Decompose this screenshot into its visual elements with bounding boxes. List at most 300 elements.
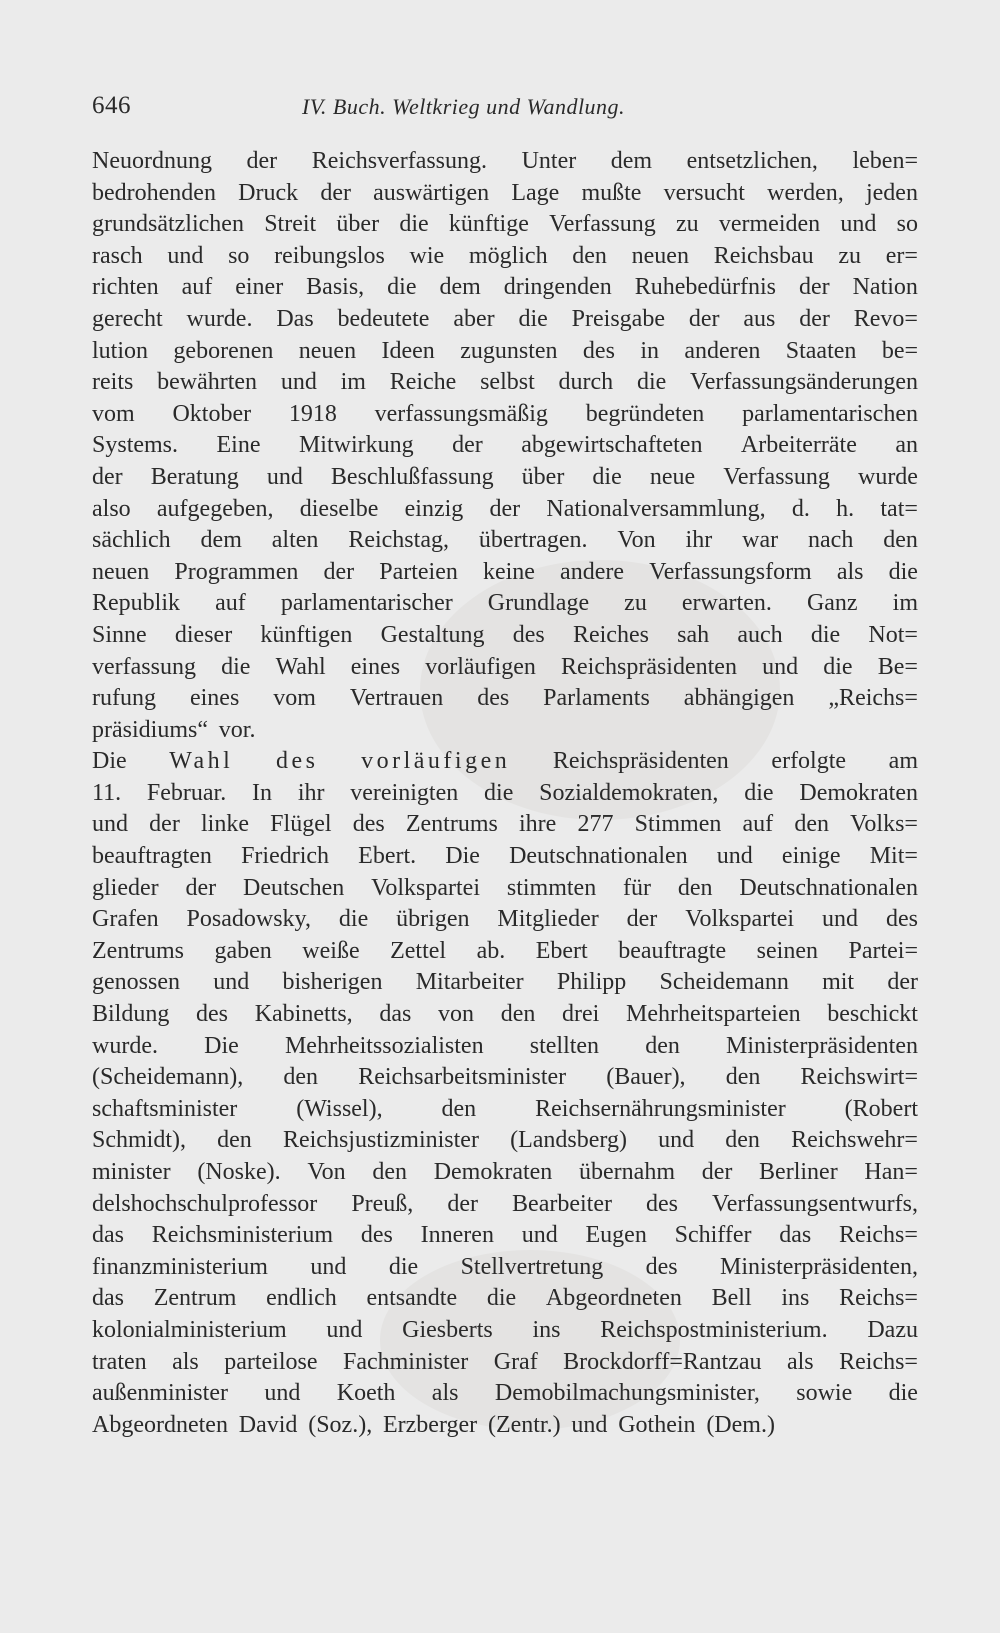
word: den bbox=[794, 811, 829, 838]
word: Revo= bbox=[853, 305, 918, 332]
word: übernahm bbox=[579, 1159, 675, 1185]
word: sächlich bbox=[92, 527, 171, 554]
word: Stimmen bbox=[634, 811, 722, 838]
word: den bbox=[572, 242, 607, 269]
text-line bbox=[92, 1220, 918, 1252]
word: nach bbox=[808, 527, 854, 554]
text-line bbox=[92, 588, 918, 620]
text-line bbox=[92, 304, 918, 336]
word: Deutschen bbox=[242, 874, 345, 901]
word: Ideen bbox=[381, 337, 435, 364]
word: der bbox=[798, 274, 830, 301]
word: lution bbox=[92, 337, 149, 364]
word: Ministerpräsidenten, bbox=[720, 1253, 918, 1280]
word: (Noske). bbox=[197, 1159, 281, 1185]
word: (Soz.), bbox=[308, 1411, 373, 1438]
word: entsandte bbox=[366, 1285, 458, 1312]
word: mußte bbox=[581, 179, 642, 206]
word: das bbox=[379, 1001, 412, 1028]
text-line bbox=[92, 462, 918, 494]
word: im bbox=[892, 590, 918, 617]
word: der bbox=[92, 463, 123, 490]
word: Reichstag, bbox=[348, 527, 449, 554]
word: vorläufigen bbox=[361, 748, 511, 775]
word: versucht bbox=[663, 179, 745, 206]
word: Die bbox=[445, 843, 480, 870]
word: das bbox=[92, 1285, 124, 1312]
word: Reichswehr= bbox=[791, 1127, 918, 1154]
word: Zettel bbox=[390, 937, 447, 964]
word: dringenden bbox=[503, 274, 612, 301]
text-line bbox=[92, 1189, 918, 1221]
word: Von bbox=[307, 1159, 346, 1185]
word: einer bbox=[235, 274, 284, 301]
word: Posadowsky, bbox=[186, 906, 311, 933]
word: bedrohenden bbox=[92, 179, 216, 206]
word: Erzberger bbox=[382, 1411, 478, 1438]
word: Sinne bbox=[92, 621, 147, 648]
word: (Landsberg) bbox=[510, 1127, 627, 1154]
word: Koeth bbox=[336, 1380, 396, 1407]
word: Lage bbox=[511, 179, 560, 206]
word: Reichs= bbox=[839, 1285, 918, 1312]
word: Ebert. bbox=[358, 843, 417, 870]
word: vom bbox=[273, 685, 316, 712]
word: der bbox=[701, 1159, 733, 1185]
text-line bbox=[92, 715, 918, 747]
word: Brockdorff=Rantzau bbox=[563, 1348, 762, 1375]
text-line bbox=[92, 146, 918, 178]
word: Preisgabe bbox=[571, 305, 665, 332]
word: weiße bbox=[302, 937, 360, 964]
word: aufgegeben, bbox=[156, 495, 274, 522]
word: des bbox=[275, 748, 319, 775]
word: die bbox=[221, 653, 251, 680]
word: der bbox=[447, 1190, 478, 1217]
word: mit bbox=[822, 969, 855, 996]
word: Stellvertretung bbox=[460, 1253, 604, 1280]
word: wurde bbox=[857, 463, 918, 490]
word: an bbox=[895, 432, 918, 459]
word: (Wissel), bbox=[296, 1095, 383, 1122]
word: Mitwirkung bbox=[298, 432, 414, 459]
word: die bbox=[744, 779, 774, 806]
word: Scheidemann bbox=[659, 969, 789, 996]
word: Parteien bbox=[379, 558, 458, 585]
text-line bbox=[92, 999, 918, 1031]
word: auf bbox=[181, 274, 213, 301]
word: als bbox=[836, 558, 864, 585]
word: schaftsminister bbox=[92, 1095, 238, 1122]
word: 277 bbox=[577, 811, 614, 838]
word: Vertrauen bbox=[349, 685, 444, 712]
text-line bbox=[92, 620, 918, 652]
word: der bbox=[887, 969, 918, 996]
word: neue bbox=[649, 463, 696, 490]
word: vor. bbox=[218, 716, 256, 743]
word: Philipp bbox=[556, 969, 627, 996]
word: werden, bbox=[767, 179, 844, 206]
word: Ministerpräsidenten bbox=[726, 1032, 918, 1059]
word: Mehrheitssozialisten bbox=[284, 1032, 484, 1059]
word: am bbox=[888, 748, 918, 775]
word: die bbox=[484, 779, 514, 806]
text-line bbox=[92, 873, 918, 905]
word: Ganz bbox=[806, 590, 858, 617]
word: und bbox=[280, 369, 317, 396]
word: über bbox=[521, 463, 565, 490]
text-line bbox=[92, 1094, 918, 1126]
word: neuen bbox=[631, 242, 689, 269]
word: genossen bbox=[92, 969, 180, 996]
word: Reichs= bbox=[839, 1222, 918, 1249]
word: Verfassungsentwurfs, bbox=[712, 1190, 918, 1217]
word: den bbox=[372, 1159, 407, 1185]
word: des bbox=[582, 337, 615, 364]
word: be= bbox=[881, 337, 918, 364]
text-line bbox=[92, 557, 918, 589]
word: gaben bbox=[214, 937, 272, 964]
word: des bbox=[196, 1001, 229, 1028]
word: den bbox=[500, 1001, 536, 1028]
word: Dazu bbox=[867, 1316, 918, 1343]
word: Berliner bbox=[759, 1159, 838, 1185]
word: ins bbox=[781, 1285, 810, 1312]
word: Beschlußfassung bbox=[330, 463, 494, 490]
word: die bbox=[388, 1253, 419, 1280]
word: neuen bbox=[92, 558, 150, 585]
word: also bbox=[92, 495, 131, 522]
word: Ruhebedürfnis bbox=[634, 274, 776, 301]
text-line bbox=[92, 683, 918, 715]
word: die bbox=[592, 463, 622, 490]
word: den bbox=[725, 1064, 761, 1091]
word: Partei= bbox=[848, 937, 918, 964]
word: Mehrheitsparteien bbox=[626, 1001, 801, 1028]
word: Reichsarbeitsminister bbox=[358, 1064, 567, 1091]
word: vorläufigen bbox=[425, 653, 536, 680]
word: drei bbox=[562, 1001, 600, 1028]
word: und bbox=[716, 843, 753, 870]
word: Eugen bbox=[585, 1222, 647, 1249]
word: sowie bbox=[796, 1380, 853, 1407]
word: dieser bbox=[174, 621, 233, 648]
word: minister bbox=[92, 1159, 171, 1185]
text-line bbox=[92, 430, 918, 462]
word: Deutschnationalen bbox=[509, 843, 688, 870]
word: Mit= bbox=[869, 843, 918, 870]
word: des bbox=[646, 1190, 678, 1217]
word: der bbox=[688, 305, 720, 332]
word: des bbox=[360, 1222, 393, 1249]
word: vereinigten bbox=[350, 779, 459, 806]
word: den bbox=[283, 1064, 319, 1091]
word: einzig bbox=[404, 495, 464, 522]
word: Neuordnung bbox=[92, 148, 212, 174]
word: bewährten bbox=[157, 369, 258, 396]
word: „Reichs= bbox=[828, 685, 918, 712]
word: in bbox=[640, 337, 659, 364]
word: die bbox=[486, 1285, 517, 1312]
word: Eine bbox=[216, 432, 261, 459]
word: und bbox=[264, 1380, 301, 1407]
word: Ebert bbox=[535, 937, 588, 964]
word: entsetzlichen, bbox=[686, 148, 818, 174]
word: Sozialdemokraten, bbox=[539, 779, 719, 806]
word: tat= bbox=[880, 495, 918, 522]
text-line bbox=[92, 1283, 918, 1315]
word: (Scheidemann), bbox=[92, 1064, 244, 1091]
word: die bbox=[636, 369, 667, 396]
word: Reichspostministerium. bbox=[600, 1316, 828, 1343]
word: rufung bbox=[92, 685, 156, 712]
word: beschickt bbox=[827, 1001, 918, 1028]
word: einige bbox=[781, 843, 841, 870]
word: Beratung bbox=[150, 463, 239, 490]
word: Inneren bbox=[420, 1222, 494, 1249]
word: verfassung bbox=[92, 653, 196, 680]
word: und bbox=[521, 1222, 558, 1249]
text-line bbox=[92, 936, 918, 968]
word: auf bbox=[215, 590, 246, 617]
word: die bbox=[338, 906, 369, 933]
word: Reiches bbox=[572, 621, 649, 648]
word: und bbox=[840, 211, 877, 238]
word: den bbox=[645, 1032, 680, 1059]
word: Staaten bbox=[785, 337, 857, 364]
word: Wahl bbox=[275, 653, 326, 680]
word: Verfassungsform bbox=[649, 558, 812, 585]
word: (Bauer), bbox=[606, 1064, 686, 1091]
word: der bbox=[246, 148, 278, 174]
word: parteilose bbox=[224, 1348, 318, 1375]
word: Nationalversammlung, bbox=[546, 495, 766, 522]
word: wurde. bbox=[186, 305, 253, 332]
word: anderen bbox=[684, 337, 761, 364]
word: linke bbox=[201, 811, 249, 838]
word: Zentrum bbox=[153, 1285, 237, 1312]
word: erwarten. bbox=[681, 590, 772, 617]
word: Reichspräsidenten bbox=[561, 653, 737, 680]
word: auswärtigen bbox=[373, 179, 490, 206]
word: Arbeiterräte bbox=[740, 432, 857, 459]
word: Republik bbox=[92, 590, 180, 617]
word: des bbox=[885, 906, 918, 933]
word: Reichsverfassung. bbox=[311, 148, 488, 174]
word: das bbox=[92, 1222, 124, 1249]
word: bisherigen bbox=[282, 969, 383, 996]
word: beauftragte bbox=[618, 937, 727, 964]
word: dem bbox=[200, 527, 242, 554]
word: Bearbeiter bbox=[512, 1190, 612, 1217]
word: der bbox=[149, 811, 180, 838]
word: auch bbox=[737, 621, 783, 648]
word: (Dem.) bbox=[706, 1411, 775, 1438]
running-head: IV. Buch. Weltkrieg und Wandlung. bbox=[302, 94, 626, 119]
word: der bbox=[489, 495, 521, 522]
word: seinen bbox=[756, 937, 818, 964]
word: Mitglieder bbox=[497, 906, 599, 933]
word: abhängigen bbox=[683, 685, 795, 712]
word: jeden bbox=[865, 179, 918, 206]
word: wurde. bbox=[92, 1032, 158, 1059]
text-line bbox=[92, 336, 918, 368]
word: Reichswirt= bbox=[800, 1064, 918, 1091]
word: andere bbox=[560, 558, 624, 585]
word: leben= bbox=[852, 148, 918, 174]
word: präsidiums“ bbox=[92, 716, 208, 743]
text-line bbox=[92, 272, 918, 304]
word: grundsätzlichen bbox=[92, 211, 244, 238]
word: geborenen bbox=[173, 337, 274, 364]
word: glieder bbox=[92, 874, 159, 901]
word: Demobilmachungsminister, bbox=[494, 1380, 760, 1407]
text-line bbox=[92, 178, 918, 210]
word: Verfassungsänderungen bbox=[690, 369, 918, 396]
word: vom bbox=[92, 400, 135, 427]
word: Abgeordneten bbox=[92, 1411, 228, 1438]
word: und bbox=[92, 811, 128, 838]
word: Reichspräsidenten bbox=[552, 748, 729, 775]
word: die bbox=[823, 653, 853, 680]
word: eines bbox=[350, 653, 401, 680]
text-line bbox=[92, 1252, 918, 1284]
word: zu bbox=[675, 211, 699, 238]
word: als bbox=[786, 1348, 814, 1375]
word: Die bbox=[204, 1032, 239, 1059]
word: von bbox=[438, 1001, 475, 1028]
word: so bbox=[896, 211, 918, 238]
word: In bbox=[252, 779, 273, 806]
word: war bbox=[742, 527, 779, 554]
word: und bbox=[213, 969, 250, 996]
word: auf bbox=[742, 811, 774, 838]
word: h. bbox=[836, 495, 855, 522]
word: Gestaltung bbox=[380, 621, 485, 648]
word: den bbox=[883, 527, 918, 554]
text-line bbox=[92, 241, 918, 273]
word: Februar. bbox=[146, 779, 227, 806]
word: d. bbox=[791, 495, 810, 522]
word: endlich bbox=[266, 1285, 337, 1312]
word: Friedrich bbox=[241, 843, 330, 870]
word: David bbox=[238, 1411, 298, 1438]
word: begründeten bbox=[585, 400, 705, 427]
word: keine bbox=[482, 558, 535, 585]
word: Not= bbox=[868, 621, 918, 648]
word: so bbox=[228, 242, 250, 269]
word: Be= bbox=[877, 653, 918, 680]
word: parlamentarischen bbox=[742, 400, 918, 427]
word: ihr bbox=[685, 527, 713, 554]
text-line bbox=[92, 1410, 918, 1442]
word: der bbox=[323, 558, 355, 585]
word: Verfassung bbox=[549, 211, 656, 238]
word: den bbox=[217, 1127, 252, 1154]
word: und bbox=[326, 1316, 363, 1343]
word: Reiche bbox=[389, 369, 457, 396]
text-line bbox=[92, 367, 918, 399]
word: Han= bbox=[864, 1159, 918, 1185]
text-line bbox=[92, 494, 918, 526]
word: reits bbox=[92, 369, 134, 396]
word: und bbox=[266, 463, 303, 490]
word: den bbox=[677, 874, 713, 901]
word: delshochschulprofessor bbox=[92, 1190, 318, 1217]
word: des bbox=[477, 685, 510, 712]
word: er= bbox=[885, 242, 918, 269]
word: erfolgte bbox=[771, 748, 847, 775]
word: und bbox=[310, 1253, 347, 1280]
word: neuen bbox=[298, 337, 357, 364]
word: richten bbox=[92, 274, 159, 301]
word: Gothein bbox=[618, 1411, 696, 1438]
word: gerecht bbox=[92, 305, 163, 332]
text-line bbox=[92, 1125, 918, 1157]
word: die bbox=[399, 211, 429, 238]
word: das bbox=[779, 1222, 812, 1249]
word: außenminister bbox=[92, 1380, 228, 1407]
word: die bbox=[518, 305, 548, 332]
text-line bbox=[92, 841, 918, 873]
word: Schmidt), bbox=[92, 1127, 186, 1154]
word: und bbox=[822, 906, 859, 933]
word: dieselbe bbox=[299, 495, 379, 522]
word: finanzministerium bbox=[92, 1253, 268, 1280]
word: parlamentarischer bbox=[280, 590, 453, 617]
word: stellten bbox=[529, 1032, 600, 1059]
word: durch bbox=[558, 369, 614, 396]
word: über bbox=[336, 211, 380, 238]
word: Parlaments bbox=[543, 685, 650, 712]
page-header bbox=[92, 92, 912, 132]
word: Das bbox=[276, 305, 314, 332]
word: Giesberts bbox=[402, 1316, 493, 1343]
word: Verfassung bbox=[723, 463, 830, 490]
text-line bbox=[92, 1347, 918, 1379]
word: eines bbox=[189, 685, 240, 712]
word: Grundlage bbox=[487, 590, 590, 617]
word: und bbox=[571, 1411, 608, 1438]
word: als bbox=[431, 1380, 459, 1407]
word: Systems. bbox=[92, 432, 179, 459]
word: und bbox=[167, 242, 204, 269]
word: (Zentr.) bbox=[487, 1411, 561, 1438]
word: dem bbox=[439, 274, 481, 301]
word: des bbox=[645, 1253, 678, 1280]
word: Mitarbeiter bbox=[415, 969, 524, 996]
word: aber bbox=[453, 305, 495, 332]
word: Reichs= bbox=[839, 1348, 918, 1375]
word: verfassungsmäßig bbox=[374, 400, 548, 427]
word: aus bbox=[743, 305, 776, 332]
word: Volks= bbox=[850, 811, 918, 838]
text-line bbox=[92, 1031, 918, 1063]
word: für bbox=[623, 874, 652, 901]
word: die bbox=[387, 274, 417, 301]
text-line bbox=[92, 1315, 918, 1347]
word: künftige bbox=[448, 211, 529, 238]
word: künftigen bbox=[260, 621, 353, 648]
word: im bbox=[340, 369, 366, 396]
word: 11. bbox=[92, 779, 122, 806]
word: des bbox=[512, 621, 545, 648]
word: Die bbox=[92, 748, 127, 775]
word: ihr bbox=[297, 779, 325, 806]
word: rasch bbox=[92, 242, 143, 269]
word: Reichsbau bbox=[713, 242, 814, 269]
text-line bbox=[92, 778, 918, 810]
